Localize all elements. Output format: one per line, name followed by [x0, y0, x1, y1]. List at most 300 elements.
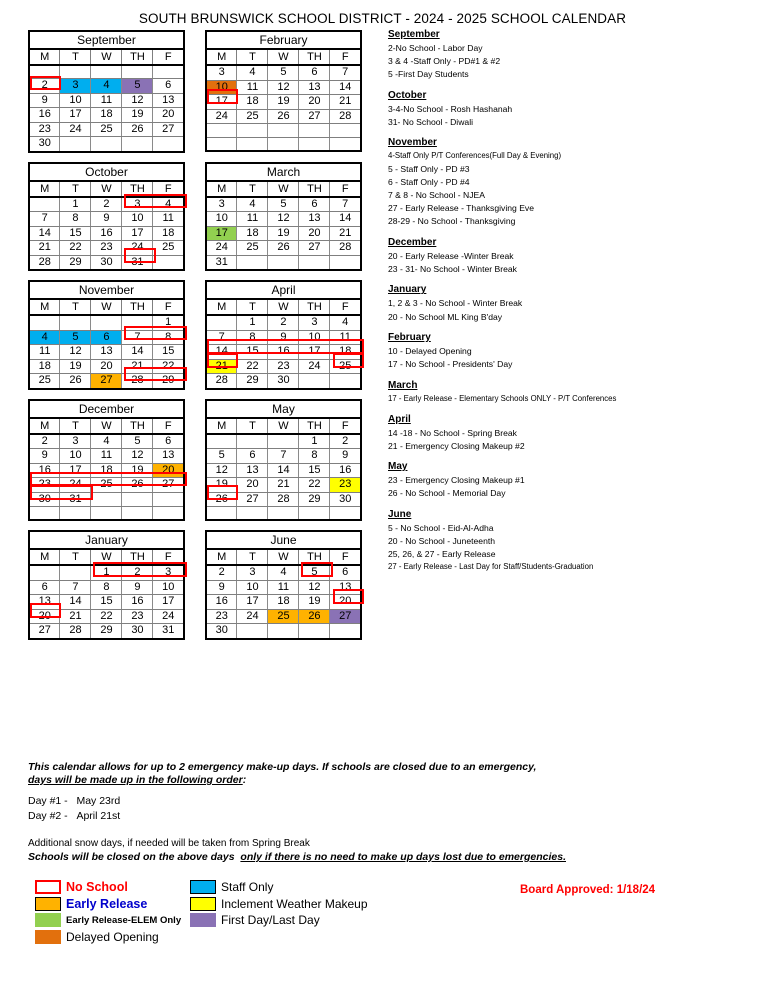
day-cell[interactable]: 20: [299, 95, 330, 110]
day-cell[interactable]: 19: [122, 108, 153, 123]
day-cell[interactable]: 10: [206, 80, 237, 95]
day-cell[interactable]: 28: [330, 241, 361, 256]
week-row: [29, 449, 184, 464]
day-cell[interactable]: 5: [60, 330, 91, 345]
day-cell[interactable]: 13: [153, 93, 184, 108]
legend-color-swatch: [35, 913, 61, 927]
day-cell[interactable]: 3: [60, 79, 91, 94]
day-cell[interactable]: 2: [29, 79, 60, 94]
day-cell[interactable]: 26: [299, 609, 330, 624]
day-cell[interactable]: 27: [299, 109, 330, 124]
day-cell[interactable]: 4: [237, 65, 268, 80]
day-cell[interactable]: 25: [237, 241, 268, 256]
month-name: February: [206, 31, 361, 49]
day-cell[interactable]: 10: [60, 93, 91, 108]
day-cell[interactable]: 29: [299, 492, 330, 507]
day-cell[interactable]: 1: [91, 565, 122, 580]
day-cell[interactable]: 11: [29, 345, 60, 360]
day-cell[interactable]: 14: [268, 463, 299, 478]
day-cell[interactable]: 1: [299, 434, 330, 449]
day-cell[interactable]: 23: [29, 122, 60, 137]
day-cell[interactable]: 16: [91, 226, 122, 241]
day-cell[interactable]: 30: [330, 492, 361, 507]
week-row: [206, 595, 361, 610]
day-cell[interactable]: 28: [29, 255, 60, 270]
day-cell[interactable]: 24: [206, 109, 237, 124]
day-cell[interactable]: 16: [268, 345, 299, 360]
day-cell[interactable]: 8: [60, 212, 91, 227]
legend-item: [35, 929, 181, 946]
day-cell[interactable]: 3: [237, 565, 268, 580]
note-month-heading: October: [388, 89, 427, 101]
day-cell[interactable]: 3: [122, 197, 153, 212]
day-cell[interactable]: 28: [122, 374, 153, 389]
day-cell[interactable]: 5: [268, 65, 299, 80]
day-cell[interactable]: 24: [237, 609, 268, 624]
day-cell[interactable]: 11: [330, 330, 361, 345]
legend-column-1: [35, 879, 181, 945]
day-cell[interactable]: 5: [122, 79, 153, 94]
day-cell[interactable]: 14: [330, 80, 361, 95]
week-row: [29, 212, 184, 227]
week-row: [206, 434, 361, 449]
day-cell[interactable]: 7: [206, 330, 237, 345]
day-cell[interactable]: 27: [237, 492, 268, 507]
day-cell[interactable]: 22: [237, 359, 268, 374]
day-cell[interactable]: 2: [91, 197, 122, 212]
day-cell[interactable]: 22: [91, 609, 122, 624]
day-cell[interactable]: 4: [330, 315, 361, 330]
day-cell[interactable]: 30: [91, 255, 122, 270]
day-cell[interactable]: 31: [153, 624, 184, 639]
closed-days-note: [28, 851, 748, 864]
day-cell[interactable]: 21: [268, 478, 299, 493]
day-cell[interactable]: 29: [60, 255, 91, 270]
day-cell[interactable]: 11: [91, 93, 122, 108]
day-cell[interactable]: 7: [330, 65, 361, 80]
day-cell[interactable]: 12: [206, 463, 237, 478]
day-cell[interactable]: 13: [153, 449, 184, 464]
day-cell[interactable]: 6: [153, 79, 184, 94]
day-cell[interactable]: 13: [91, 345, 122, 360]
day-cell[interactable]: 23: [122, 609, 153, 624]
day-cell[interactable]: 2: [206, 565, 237, 580]
note-block-february: [388, 333, 763, 369]
day-cell[interactable]: 15: [299, 463, 330, 478]
day-cell[interactable]: 21: [60, 609, 91, 624]
day-cell[interactable]: 12: [60, 345, 91, 360]
day-cell[interactable]: 12: [268, 212, 299, 227]
day-cell[interactable]: 11: [268, 580, 299, 595]
day-cell[interactable]: 31: [122, 255, 153, 270]
day-cell[interactable]: 10: [206, 212, 237, 227]
day-cell[interactable]: 3: [153, 565, 184, 580]
note-block-november: [388, 138, 763, 225]
day-cell[interactable]: 6: [299, 197, 330, 212]
day-cell[interactable]: 29: [237, 374, 268, 389]
day-of-week-header: TH: [122, 418, 153, 434]
empty-day-cell: [237, 624, 268, 639]
note-line: 5 - Staff Only - PD #3: [388, 163, 470, 174]
note-line: 20 - No School - Juneteenth: [388, 536, 496, 547]
month-table: [205, 280, 362, 390]
day-cell[interactable]: 8: [153, 330, 184, 345]
day-cell[interactable]: 8: [299, 449, 330, 464]
empty-day-cell: [153, 137, 184, 152]
day-cell[interactable]: 17: [60, 463, 91, 478]
day-cell[interactable]: 23: [330, 478, 361, 493]
week-row: [29, 330, 184, 345]
day-cell[interactable]: 24: [60, 122, 91, 137]
empty-day-cell: [268, 434, 299, 449]
empty-day-cell: [268, 624, 299, 639]
legend-label: First Day/Last Day: [221, 913, 320, 928]
day-cell[interactable]: 24: [299, 359, 330, 374]
note-block-june: [388, 510, 763, 571]
day-cell[interactable]: 28: [268, 492, 299, 507]
note-month-heading: February: [388, 332, 431, 344]
empty-day-cell: [60, 507, 91, 521]
day-cell[interactable]: 30: [29, 492, 60, 507]
day-cell[interactable]: 1: [60, 197, 91, 212]
day-cell[interactable]: 5: [122, 434, 153, 449]
day-cell[interactable]: 20: [237, 478, 268, 493]
day-cell[interactable]: 12: [122, 93, 153, 108]
day-cell[interactable]: 7: [29, 212, 60, 227]
day-cell[interactable]: 4: [153, 197, 184, 212]
day-cell[interactable]: 18: [91, 463, 122, 478]
day-cell[interactable]: 14: [122, 345, 153, 360]
day-cell[interactable]: 21: [330, 95, 361, 110]
day-cell[interactable]: 17: [60, 108, 91, 123]
day-cell[interactable]: 9: [29, 449, 60, 464]
day-cell[interactable]: 9: [206, 580, 237, 595]
day-cell[interactable]: 20: [91, 359, 122, 374]
day-cell[interactable]: 12: [299, 580, 330, 595]
day-cell[interactable]: 17: [153, 595, 184, 610]
day-cell[interactable]: 25: [29, 374, 60, 389]
day-cell[interactable]: 22: [60, 241, 91, 256]
day-cell[interactable]: 16: [29, 108, 60, 123]
day-cell[interactable]: 13: [29, 595, 60, 610]
day-cell[interactable]: 18: [29, 359, 60, 374]
week-row: [206, 226, 361, 241]
day-cell[interactable]: 6: [153, 434, 184, 449]
day-of-week-header: T: [60, 418, 91, 434]
week-row: [206, 580, 361, 595]
day-cell[interactable]: 9: [330, 449, 361, 464]
day-cell[interactable]: 15: [60, 226, 91, 241]
day-cell[interactable]: 26: [206, 492, 237, 507]
day-of-week-header: M: [29, 181, 60, 197]
empty-day-cell: [122, 65, 153, 79]
day-cell[interactable]: 20: [330, 595, 361, 610]
week-row: [206, 492, 361, 507]
note-month-heading: March: [388, 379, 418, 391]
day-cell[interactable]: 4: [268, 565, 299, 580]
day-cell[interactable]: 16: [206, 595, 237, 610]
day-cell[interactable]: 22: [153, 359, 184, 374]
note-month-heading: November: [388, 137, 437, 149]
day-cell[interactable]: 25: [268, 609, 299, 624]
day-cell[interactable]: 17: [299, 345, 330, 360]
week-row: [29, 93, 184, 108]
day-cell[interactable]: 10: [299, 330, 330, 345]
day-of-week-header: W: [91, 49, 122, 65]
day-cell[interactable]: 2: [122, 565, 153, 580]
note-line: 31- No School - Diwali: [388, 116, 474, 127]
day-cell[interactable]: 24: [122, 241, 153, 256]
day-cell[interactable]: 6: [29, 580, 60, 595]
day-cell[interactable]: 18: [237, 226, 268, 241]
empty-day-cell: [299, 374, 330, 389]
day-cell[interactable]: 5: [206, 449, 237, 464]
empty-day-cell: [330, 124, 361, 138]
day-cell[interactable]: 9: [268, 330, 299, 345]
day-cell[interactable]: 1: [237, 315, 268, 330]
empty-day-cell: [60, 315, 91, 330]
footer-line-1: This calendar allows for up to 2 emergency make-up days. If schools are closed due to an emergency,: [28, 761, 537, 773]
day-cell[interactable]: 13: [237, 463, 268, 478]
day-cell[interactable]: 17: [206, 95, 237, 110]
day-cell[interactable]: 26: [60, 374, 91, 389]
day-cell[interactable]: 27: [29, 624, 60, 639]
day-cell[interactable]: 2: [268, 315, 299, 330]
empty-day-cell: [91, 315, 122, 330]
empty-day-cell: [206, 315, 237, 330]
day-cell[interactable]: 5: [268, 197, 299, 212]
day-cell[interactable]: 18: [268, 595, 299, 610]
day-cell[interactable]: 1: [153, 315, 184, 330]
day-cell[interactable]: 29: [153, 374, 184, 389]
day-cell[interactable]: 2: [29, 434, 60, 449]
day-cell[interactable]: 7: [268, 449, 299, 464]
week-row: [206, 65, 361, 80]
day-cell[interactable]: 3: [206, 197, 237, 212]
day-cell[interactable]: 11: [237, 212, 268, 227]
day-cell[interactable]: 3: [206, 65, 237, 80]
day-cell[interactable]: 13: [299, 80, 330, 95]
day-cell[interactable]: 23: [91, 241, 122, 256]
day-cell[interactable]: 25: [153, 241, 184, 256]
day-cell[interactable]: 18: [330, 345, 361, 360]
day-cell[interactable]: 10: [60, 449, 91, 464]
day-cell[interactable]: 26: [268, 109, 299, 124]
day-cell[interactable]: 19: [206, 478, 237, 493]
day-cell[interactable]: 6: [330, 565, 361, 580]
day-cell[interactable]: 27: [330, 609, 361, 624]
note-line: 10 - Delayed Opening: [388, 346, 472, 357]
day-cell[interactable]: 31: [60, 492, 91, 507]
day-cell[interactable]: 11: [237, 80, 268, 95]
day-cell[interactable]: 12: [268, 80, 299, 95]
empty-day-cell: [237, 137, 268, 151]
empty-day-cell: [206, 137, 237, 151]
day-cell[interactable]: 17: [122, 226, 153, 241]
day-of-week-header: F: [153, 418, 184, 434]
day-of-week-header: W: [268, 49, 299, 65]
day-cell[interactable]: 3: [299, 315, 330, 330]
day-cell[interactable]: 24: [206, 241, 237, 256]
day-cell[interactable]: 19: [60, 359, 91, 374]
day-of-week-header: T: [237, 181, 268, 197]
day-of-week-header: TH: [299, 549, 330, 565]
day-cell[interactable]: 23: [206, 609, 237, 624]
day-cell[interactable]: 26: [268, 241, 299, 256]
day-cell[interactable]: 4: [29, 330, 60, 345]
day-cell[interactable]: 28: [330, 109, 361, 124]
day-cell[interactable]: 27: [153, 478, 184, 493]
day-cell[interactable]: 15: [237, 345, 268, 360]
day-cell[interactable]: 9: [91, 212, 122, 227]
week-row: [29, 478, 184, 493]
day-of-week-header: T: [237, 549, 268, 565]
day-cell[interactable]: 19: [122, 463, 153, 478]
note-block-april: [388, 415, 763, 451]
day-cell[interactable]: 21: [122, 359, 153, 374]
legend-label: Delayed Opening: [66, 929, 159, 944]
day-cell[interactable]: 16: [330, 463, 361, 478]
day-cell[interactable]: 27: [299, 241, 330, 256]
day-of-week-header: F: [153, 549, 184, 565]
day-cell[interactable]: 10: [237, 580, 268, 595]
day-cell[interactable]: 21: [29, 241, 60, 256]
day-cell[interactable]: 7: [330, 197, 361, 212]
day-cell[interactable]: 19: [299, 595, 330, 610]
day-cell[interactable]: 26: [122, 478, 153, 493]
note-block-may: [388, 462, 763, 498]
day-cell[interactable]: 27: [91, 374, 122, 389]
day-cell[interactable]: 14: [29, 226, 60, 241]
day-cell[interactable]: 8: [91, 580, 122, 595]
month-calendar-may: [205, 399, 362, 522]
day-cell[interactable]: 13: [299, 212, 330, 227]
empty-day-cell: [122, 492, 153, 507]
day-cell[interactable]: 9: [29, 93, 60, 108]
day-cell[interactable]: 16: [29, 463, 60, 478]
empty-day-cell: [237, 124, 268, 138]
legend-color-swatch: [35, 880, 61, 894]
day-cell[interactable]: 26: [122, 122, 153, 137]
day-cell[interactable]: 14: [60, 595, 91, 610]
day-cell[interactable]: 12: [122, 449, 153, 464]
empty-day-cell: [268, 507, 299, 521]
day-of-week-header: M: [206, 418, 237, 434]
month-calendar-november: [28, 280, 185, 390]
note-block-december: [388, 238, 763, 274]
day-cell[interactable]: 30: [122, 624, 153, 639]
day-cell[interactable]: 30: [268, 374, 299, 389]
day-cell[interactable]: 10: [153, 580, 184, 595]
day-cell[interactable]: 5: [299, 565, 330, 580]
day-of-week-header: TH: [299, 299, 330, 315]
day-cell[interactable]: 25: [91, 122, 122, 137]
day-cell[interactable]: 7: [60, 580, 91, 595]
day-cell[interactable]: 9: [122, 580, 153, 595]
day-cell[interactable]: 2: [330, 434, 361, 449]
month-calendar-december: [28, 399, 185, 522]
day-cell[interactable]: 29: [91, 624, 122, 639]
day-cell[interactable]: 13: [330, 580, 361, 595]
day-cell[interactable]: 8: [237, 330, 268, 345]
day-cell[interactable]: 18: [91, 108, 122, 123]
day-cell[interactable]: 7: [122, 330, 153, 345]
note-line: 3-4-No School - Rosh Hashanah: [388, 103, 513, 114]
day-cell[interactable]: 22: [299, 478, 330, 493]
day-cell[interactable]: 23: [268, 359, 299, 374]
day-cell[interactable]: 20: [299, 226, 330, 241]
day-cell[interactable]: 17: [237, 595, 268, 610]
day-cell[interactable]: 4: [91, 79, 122, 94]
empty-day-cell: [122, 315, 153, 330]
day-cell[interactable]: 4: [237, 197, 268, 212]
page-title: SOUTH BRUNSWICK SCHOOL DISTRICT - 2024 - 2025 SCHOOL CALENDAR: [138, 11, 627, 26]
day-cell[interactable]: 14: [330, 212, 361, 227]
day-cell[interactable]: 15: [153, 345, 184, 360]
day-of-week-header: F: [330, 418, 361, 434]
day-cell[interactable]: 16: [122, 595, 153, 610]
day-cell[interactable]: 20: [153, 108, 184, 123]
week-row: [29, 565, 184, 580]
day-cell[interactable]: 6: [91, 330, 122, 345]
day-cell[interactable]: 24: [60, 478, 91, 493]
day-cell[interactable]: 15: [91, 595, 122, 610]
day-cell[interactable]: 11: [153, 212, 184, 227]
day-of-week-header: W: [268, 549, 299, 565]
day-cell[interactable]: 20: [153, 463, 184, 478]
day-cell[interactable]: 4: [91, 434, 122, 449]
day-cell[interactable]: 25: [91, 478, 122, 493]
day-cell[interactable]: 20: [29, 609, 60, 624]
day-cell[interactable]: 18: [237, 95, 268, 110]
note-line: 25, 26, & 27 - Early Release: [388, 549, 496, 560]
day-cell[interactable]: 11: [91, 449, 122, 464]
day-of-week-header: T: [237, 299, 268, 315]
week-row: [29, 255, 184, 270]
day-cell[interactable]: 18: [153, 226, 184, 241]
day-of-week-header: TH: [122, 49, 153, 65]
day-cell[interactable]: 30: [29, 137, 60, 152]
month-name: May: [206, 400, 361, 418]
day-cell[interactable]: 6: [299, 65, 330, 80]
day-cell[interactable]: 14: [206, 345, 237, 360]
day-cell[interactable]: 6: [237, 449, 268, 464]
day-of-week-header: M: [29, 299, 60, 315]
day-cell[interactable]: 21: [330, 226, 361, 241]
day-cell[interactable]: 25: [237, 109, 268, 124]
empty-day-cell: [330, 624, 361, 639]
day-cell[interactable]: 21: [206, 359, 237, 374]
day-cell[interactable]: 25: [330, 359, 361, 374]
day-cell[interactable]: 23: [29, 478, 60, 493]
empty-day-cell: [237, 255, 268, 270]
day-cell[interactable]: 27: [153, 122, 184, 137]
day-cell[interactable]: 17: [206, 226, 237, 241]
day-cell[interactable]: 24: [153, 609, 184, 624]
day-cell[interactable]: 10: [122, 212, 153, 227]
day-cell[interactable]: 19: [268, 95, 299, 110]
day-cell[interactable]: 3: [60, 434, 91, 449]
day-cell[interactable]: 28: [206, 374, 237, 389]
day-cell[interactable]: 19: [268, 226, 299, 241]
day-cell[interactable]: 30: [206, 624, 237, 639]
day-cell[interactable]: 31: [206, 255, 237, 270]
note-line: 4-Staff Only P/T Conferences(Full Day & Evening): [388, 151, 562, 161]
day-of-week-header: W: [268, 299, 299, 315]
day-cell[interactable]: 28: [60, 624, 91, 639]
day-of-week-header: M: [29, 49, 60, 65]
calendar-row: [0, 30, 380, 153]
